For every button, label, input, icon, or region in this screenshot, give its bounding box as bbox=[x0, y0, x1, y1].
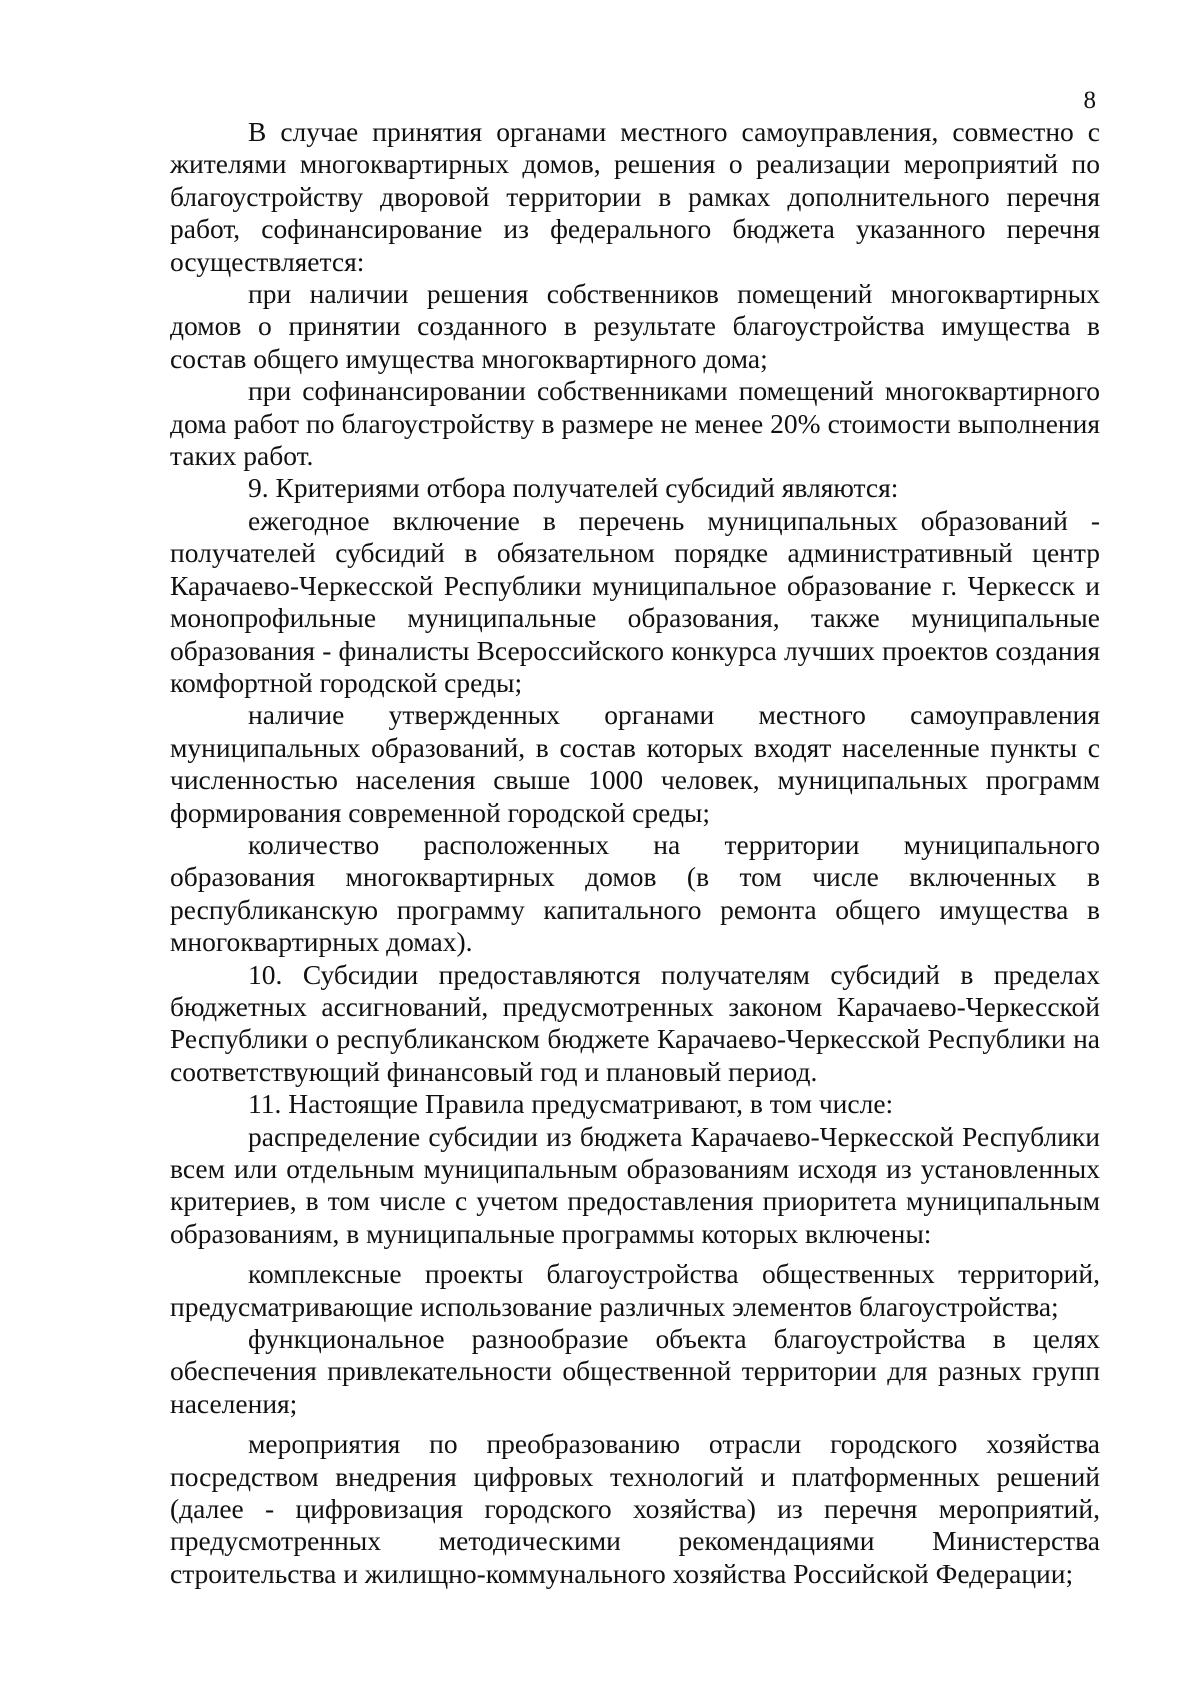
paragraph: при софинансировании собственниками помещений многоквартирного дома работ по благоустройству в размере не менее 20% стоимости выполнения таких работ. bbox=[170, 375, 1100, 472]
document-body bbox=[170, 116, 1100, 1590]
paragraph: ежегодное включение в перечень муниципальных образований - получателей субсидий в обязательном порядке административный центр Карачаево-Черкесской Республики муниципальное образование г. Черкесск и монопрофильные муниципальные образования, также муниципальные образования - финалисты Всероссийского конкурса лучших проектов создания комфортной городской среды; bbox=[170, 504, 1100, 698]
paragraph: функциональное разнообразие объекта благоустройства в целях обеспечения привлекательности общественной территории для разных групп населения; bbox=[170, 1323, 1100, 1419]
paragraph: мероприятия по преобразованию отрасли городского хозяйства посредством внедрения цифровых технологий и платформенных решений (далее - цифровизация городского хозяйства) из перечня мероприятий, предусмотренных методическими рекомендациями Министерства строительства и жилищно-коммунального хозяйства Российской Федерации; bbox=[170, 1428, 1100, 1589]
paragraph: 9. Критериями отбора получателей субсидий являются: bbox=[248, 472, 899, 504]
paragraph: комплексные проекты благоустройства общественных территорий, предусматривающие использование различных элементов благоустройства; bbox=[170, 1258, 1100, 1322]
paragraph-spacer bbox=[170, 1420, 1100, 1428]
paragraph: распределение субсидии из бюджета Карачаево-Черкесской Республики всем или отдельным муниципальным образованиям исходя из установленных критериев, в том числе с учетом предоставления приоритета муниципальным образованиям, в муниципальные программы которых включены: bbox=[170, 1120, 1100, 1249]
paragraph: при наличии решения собственников помещений многоквартирных домов о принятии созданного в результате благоустройства имущества в состав общего имущества многоквартирного дома; bbox=[170, 278, 1100, 374]
paragraph: наличие утвержденных органами местного самоуправления муниципальных образований, в состав которых входят населенные пункты с численностью населения свыше 1000 человек, муниципальных программ формирования современной городской среды; bbox=[170, 699, 1100, 828]
page-number: 8 bbox=[1083, 87, 1096, 114]
paragraph: количество расположенных на территории муниципального образования многоквартирных домов (в том числе включенных в республиканскую программу капитального ремонта общего имущества в многоквартирных домах). bbox=[170, 828, 1100, 958]
paragraph: 10. Субсидии предоставляются получателям субсидий в пределах бюджетных ассигнований, предусмотренных законом Карачаево-Черкесской Республики о республиканском бюджете Карачаево-Черкесской Республики на соответствующий финансовый год и плановый период. bbox=[170, 958, 1100, 1087]
paragraph: В случае принятия органами местного самоуправления, совместно с жителями многоквартирных домов, решения о реализации мероприятий по благоустройству дворовой территории в рамках дополнительного перечня работ, софинансирование из федерального бюджета указанного перечня осуществляется: bbox=[170, 116, 1100, 277]
paragraph-spacer bbox=[170, 1250, 1100, 1258]
paragraph: 11. Настоящие Правила предусматривают, в том числе: bbox=[248, 1088, 894, 1120]
